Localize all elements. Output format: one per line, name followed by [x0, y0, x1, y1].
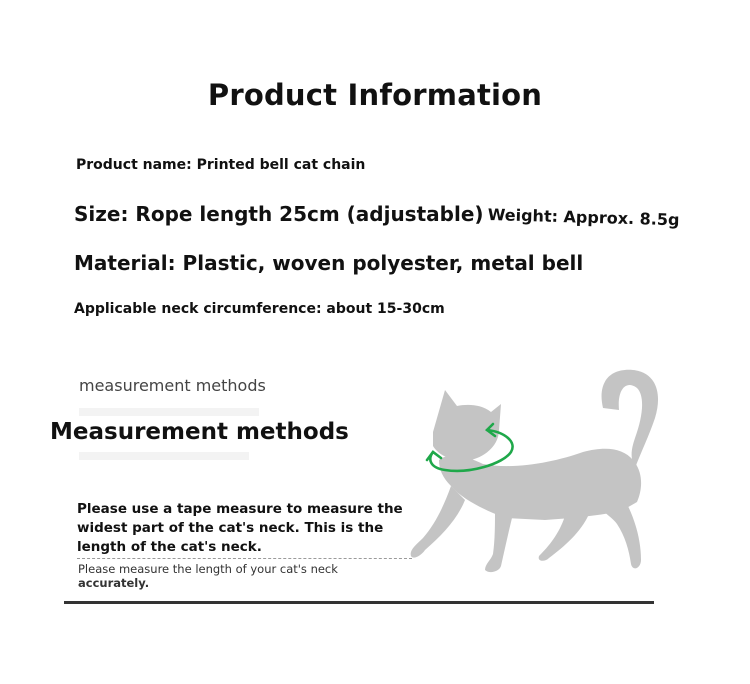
measurement-methods-heading: Measurement methods — [50, 419, 349, 445]
dashed-divider — [77, 558, 412, 559]
material-text: Material: Plastic, woven polyester, metal bell — [74, 251, 584, 275]
measurement-note-line2: accurately. — [78, 576, 150, 590]
faint-text-line — [79, 452, 249, 460]
measurement-note-line1: Please measure the length of your cat's neck — [78, 562, 338, 576]
neck-circumference-text: Applicable neck circumference: about 15-30cm — [74, 301, 445, 317]
cat-silhouette-illustration — [405, 360, 675, 585]
measurement-instruction: Please use a tape measure to measure the widest part of the cat's neck. This is the length of the cat's neck. — [77, 501, 403, 555]
faint-text-line — [79, 408, 259, 416]
weight-text: Weight: Approx. 8.5g — [487, 205, 680, 230]
product-name-text: Product name: Printed bell cat chain — [76, 157, 366, 173]
measurement-note — [78, 562, 378, 590]
size-text: Size: Rope length 25cm (adjustable) — [74, 202, 484, 226]
measurement-methods-label: measurement methods — [79, 376, 266, 395]
page-title: Product Information — [207, 78, 543, 112]
horizontal-rule — [64, 601, 654, 604]
